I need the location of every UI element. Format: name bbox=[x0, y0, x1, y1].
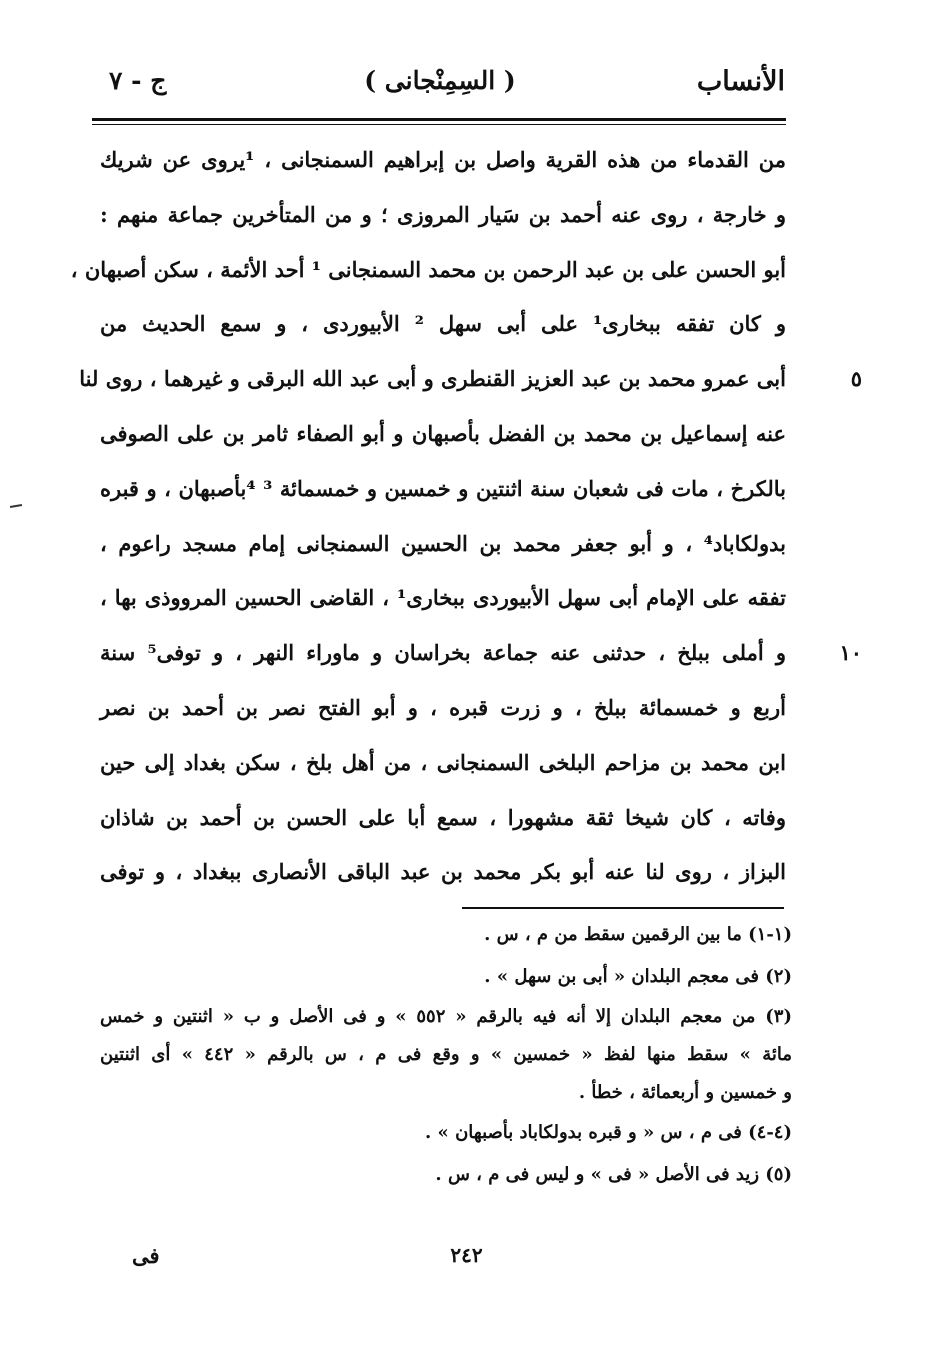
header-rule-thin bbox=[92, 124, 786, 125]
volume-label: ج - ٧ bbox=[109, 66, 167, 95]
header-rule-thick bbox=[92, 118, 786, 121]
footnote-separator bbox=[462, 907, 784, 909]
footnote-3-line-1: (٣) من معجم البلدان إلا أنه فيه بالرقم « ٥٥٢ » و فى الأصل و ب « اثنتين و خمس bbox=[100, 1006, 792, 1027]
text-line-13: وفاته ، كان شيخا ثقة مشهورا ، سمع أبا على الحسن بن أحمد بن شاذان bbox=[100, 804, 786, 830]
line-number-5: ٥ bbox=[850, 366, 862, 392]
text-line-1: من القدماء من هذه القرية واصل بن إبراهيم السمنجانى ، ¹يروى عن شريك bbox=[100, 147, 786, 172]
text-line-10: و أملى ببلخ ، حدثنى عنه جماعة بخراسان و ماوراء النهر ، و توفى⁵ سنة ١٠ bbox=[100, 626, 786, 681]
book-title: الأنساب bbox=[696, 66, 785, 97]
text-line-7: بالكرخ ، مات فى شعبان سنة اثنتين و خمسين و خمسمائة ³ ⁴بأصبهان ، و قبره bbox=[100, 475, 786, 501]
footnote-4: (٤-٤) فى م ، س « و قبره بدولكاباد بأصبهان » . bbox=[425, 1122, 792, 1143]
text-line-6: عنه إسماعيل بن محمد بن الفضل بأصبهان و أبو الصفاء ثامر بن على الصوفى bbox=[100, 420, 786, 446]
catchword: فى bbox=[132, 1243, 160, 1268]
footnotes bbox=[100, 914, 792, 1196]
text-line-4: و كان تفقه ببخارى¹ على أبى سهل ² الأبيوردى ، و سمع الحديث من bbox=[100, 311, 787, 337]
text-line-5: أبى عمرو محمد بن عبد العزيز القنطرى و أبى عبد الله البرقى و غيرهما ، روى لنا ٥ bbox=[100, 352, 786, 407]
footnote-3-line-2: مائة » سقط منها لفظ « خمسين » و وقع فى م ، س بالرقم « ٤٤٢ » أى اثنتين bbox=[100, 1044, 792, 1065]
footnote-2: (٢) فى معجم البلدان « أبى بن سهل » . bbox=[484, 966, 792, 987]
main-text bbox=[70, 133, 862, 900]
text-line-3: أبو الحسن على بن عبد الرحمن بن محمد السمنجانى ¹ أحد الأئمة ، سكن أصبهان ، bbox=[70, 256, 786, 282]
footnote-1: (١-١) ما بين الرقمين سقط من م ، س . bbox=[484, 924, 792, 945]
text-line-12: ابن محمد بن مزاحم البلخى السمنجانى ، من أهل بلخ ، سكن بغداد إلى حين bbox=[100, 749, 786, 775]
margin-mark bbox=[10, 504, 22, 508]
text-line-8: بدولكاباد⁴ ، و أبو جعفر محمد بن الحسين السمنجانى إمام مسجد راعوم ، bbox=[100, 530, 786, 556]
line-number-10: ١٠ bbox=[839, 640, 862, 666]
footnote-5: (٥) زيد فى الأصل « فى » و ليس فى م ، س . bbox=[435, 1164, 792, 1185]
page-number: ٢٤٢ bbox=[450, 1243, 483, 1267]
footnote-3-line-3: و خمسين و أربعمائة ، خطأ . bbox=[578, 1082, 792, 1103]
text-line-11: أربع و خمسمائة ببلخ ، و زرت قبره ، و أبو الفتح نصر بن أحمد بن نصر bbox=[100, 694, 786, 720]
text-line-2: و خارجة ، روى عنه أحمد بن سَيار المروزى ؛ و من المتأخرين جماعة منهم : bbox=[100, 201, 786, 227]
text-line-9: تفقه على الإمام أبى سهل الأبيوردى ببخارى¹ ، القاضى الحسين المرووذى بها ، bbox=[100, 585, 786, 611]
text-line-14: البزاز ، روى لنا عنه أبو بكر محمد بن عبد الباقى الأنصارى ببغداد ، و توفى bbox=[100, 859, 786, 885]
running-header bbox=[95, 62, 785, 110]
entry-title: ( السِمِنْجانى ) bbox=[364, 66, 516, 95]
